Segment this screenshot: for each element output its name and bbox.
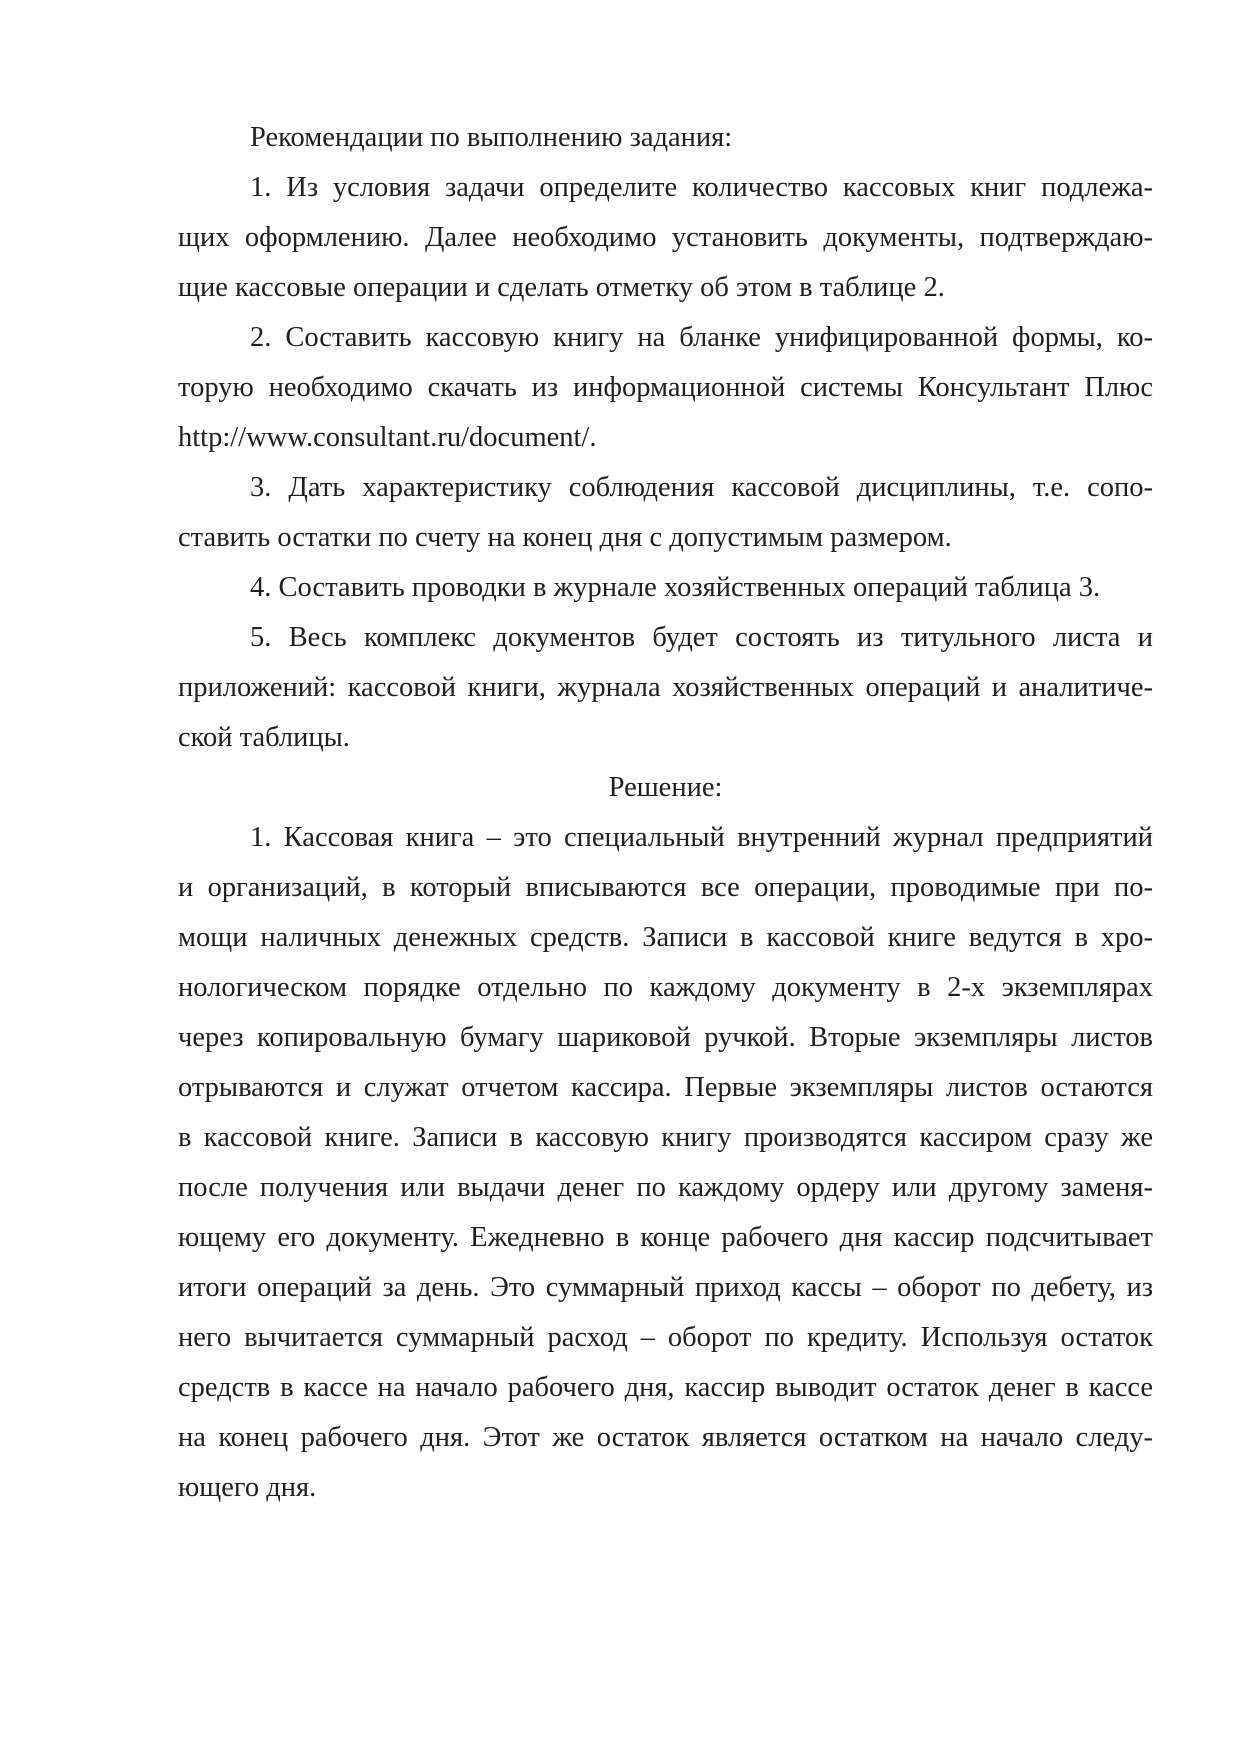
text-line: торую необходимо скачать из информационной системы Консультант Плюс: [178, 372, 1153, 403]
text-line: 2. Составить кассовую книгу на бланке унифицированной формы, ко-: [250, 322, 1153, 353]
text-line: после получения или выдачи денег по каждому ордеру или другому заменя-: [178, 1172, 1153, 1203]
text-line: ставить остатки по счету на конец дня с допустимым размером.: [178, 522, 952, 553]
text-line: 1. Кассовая книга – это специальный внутренний журнал предприятий: [250, 822, 1153, 853]
text-line: приложений: кассовой книги, журнала хозяйственных операций и аналитиче-: [178, 672, 1153, 703]
text-line: 1. Из условия задачи определите количество кассовых книг подлежа-: [250, 172, 1153, 203]
text-line: 5. Весь комплекс документов будет состоять из титульного листа и: [250, 622, 1153, 653]
text-line: итоги операций за день. Это суммарный приход кассы – оборот по дебету, из: [178, 1272, 1153, 1303]
text-line: щих оформлению. Далее необходимо установить документы, подтверждаю-: [178, 222, 1153, 253]
text-line: средств в кассе на начало рабочего дня, кассир выводит остаток денег в кассе: [178, 1372, 1153, 1403]
recommendation-item-3: [178, 463, 1153, 563]
text-line: ющему его документу. Ежедневно в конце рабочего дня кассир подсчитывает: [178, 1222, 1153, 1253]
text-line: отрываются и служат отчетом кассира. Первые экземпляры листов остаются: [178, 1072, 1153, 1103]
text-line: 3. Дать характеристику соблюдения кассовой дисциплины, т.е. сопо-: [250, 472, 1153, 503]
text-line: него вычитается суммарный расход – оборот по кредиту. Используя остаток: [178, 1322, 1153, 1353]
solution-paragraph: [178, 813, 1153, 1513]
text-line: 4. Составить проводки в журнале хозяйственных операций таблица 3.: [250, 572, 1101, 603]
recommendation-item-5: [178, 613, 1153, 763]
text-line: ской таблицы.: [178, 722, 350, 753]
text-line: нологическом порядке отдельно по каждому документу в 2-х экземплярах: [178, 972, 1153, 1003]
text-line: мощи наличных денежных средств. Записи в кассовой книге ведутся в хро-: [178, 922, 1153, 953]
text-line: через копировальную бумагу шариковой ручкой. Вторые экземпляры листов: [178, 1022, 1153, 1053]
text-line: http://www.consultant.ru/document/.: [178, 422, 597, 453]
recommendation-item-1: [178, 163, 1153, 313]
text-line: щие кассовые операции и сделать отметку об этом в таблице 2.: [178, 272, 945, 303]
recommendation-item-4: [178, 563, 1153, 613]
text-line: ющего дня.: [178, 1472, 317, 1503]
recommendation-item-2: [178, 313, 1153, 463]
recommendations-heading: Рекомендации по выполнению задания:: [250, 122, 733, 153]
document-body: [178, 113, 1153, 1513]
solution-heading: Решение:: [608, 772, 723, 803]
text-line: и организаций, в который вписываются все операции, проводимые при по-: [178, 872, 1153, 903]
text-line: в кассовой книге. Записи в кассовую книгу производятся кассиром сразу же: [178, 1122, 1153, 1153]
text-line: на конец рабочего дня. Этот же остаток является остатком на начало следу-: [178, 1422, 1153, 1453]
